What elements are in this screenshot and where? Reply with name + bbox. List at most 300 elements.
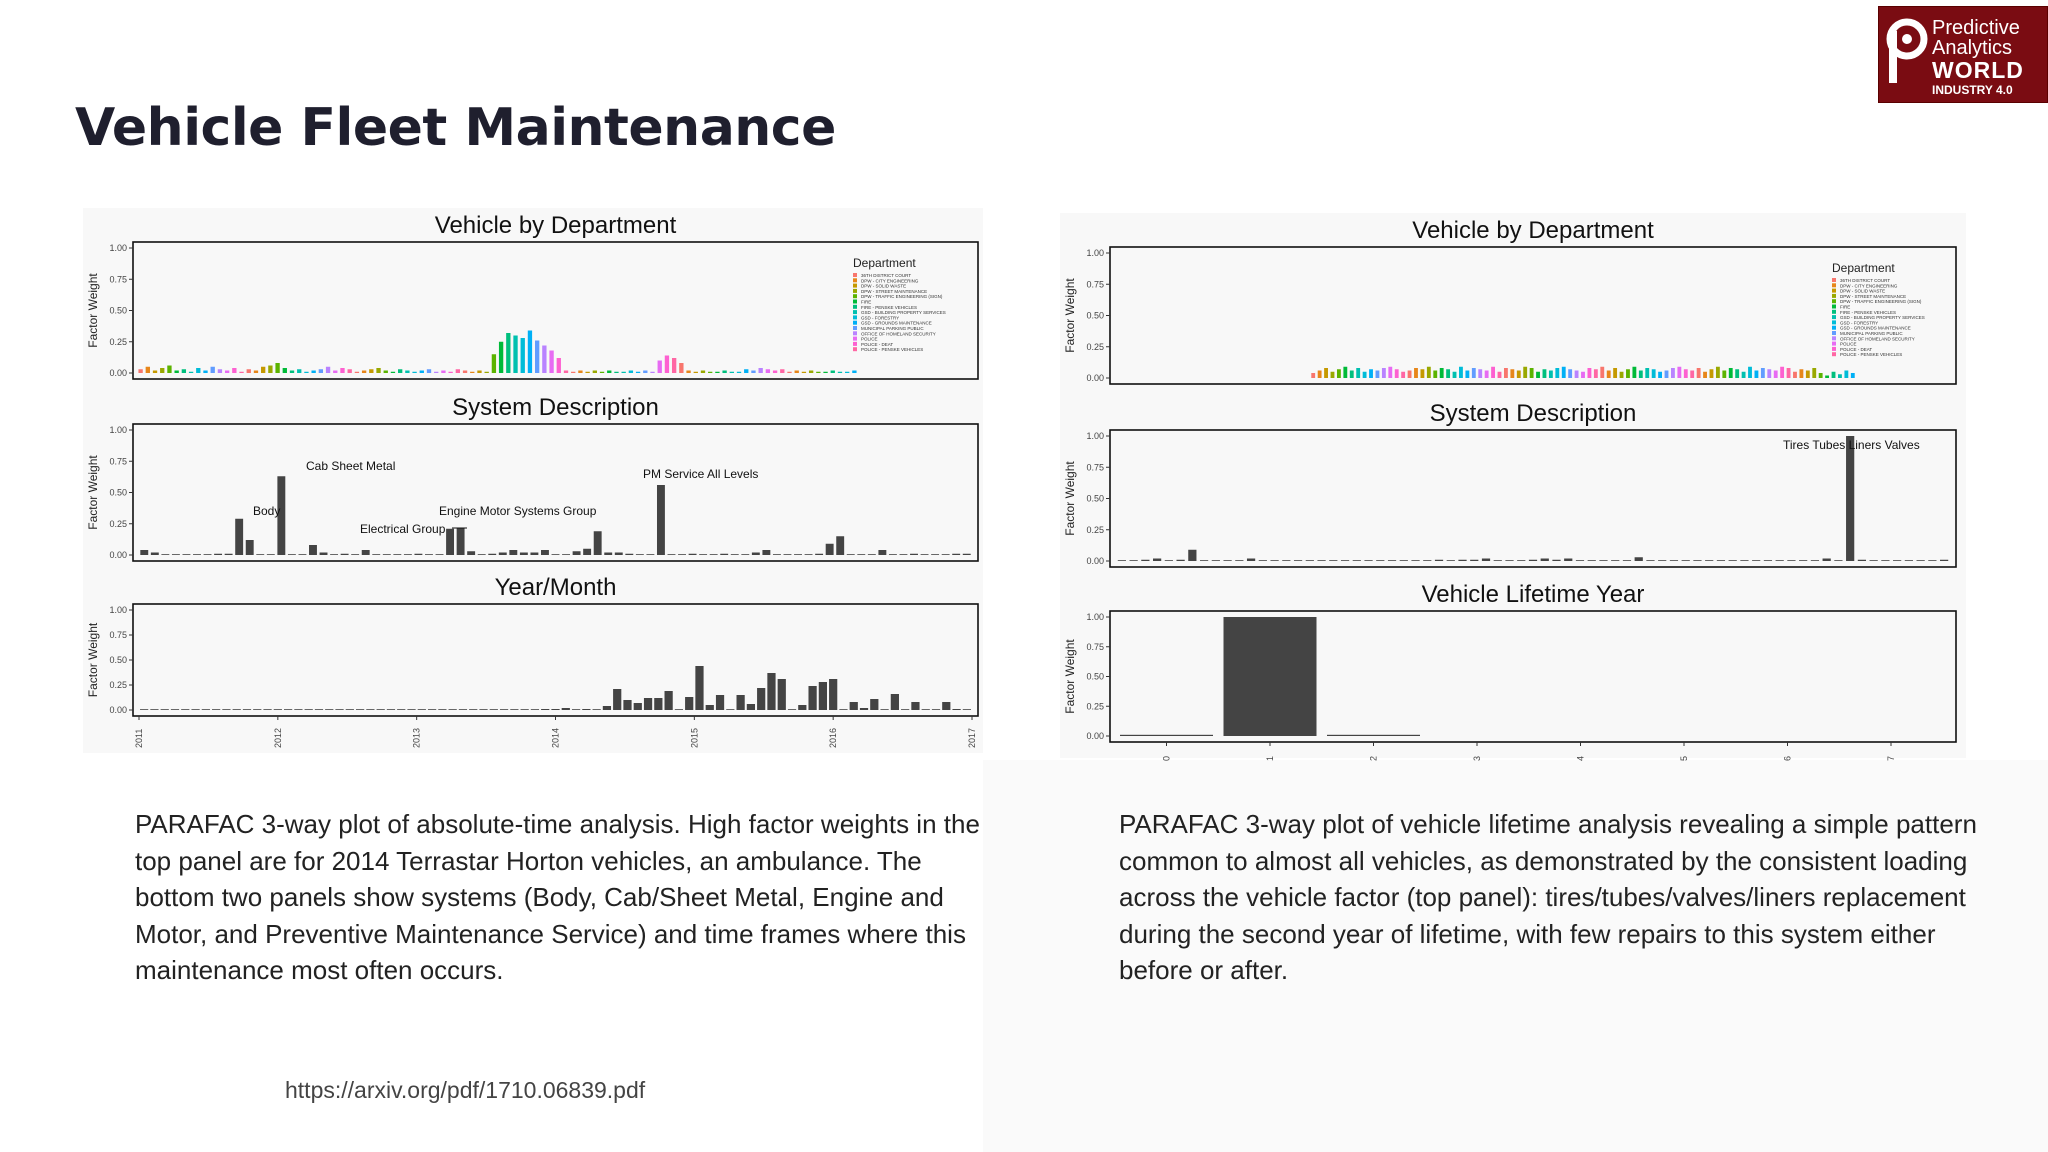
left-chart-figure <box>83 208 983 753</box>
bar <box>428 709 436 710</box>
legend-swatch <box>1832 289 1836 293</box>
bar <box>845 372 849 373</box>
bar <box>752 553 760 556</box>
bar <box>499 553 507 556</box>
bar <box>1472 368 1476 378</box>
bar <box>720 554 728 555</box>
legend-entry: DPW - CITY ENGINEERING <box>861 278 919 284</box>
brand-logo <box>1878 6 2048 103</box>
bar <box>340 368 344 373</box>
bar <box>1465 371 1469 379</box>
bar <box>1905 560 1913 561</box>
bar <box>441 371 445 374</box>
bar <box>189 372 193 373</box>
bar <box>1881 560 1889 561</box>
bar <box>1729 560 1737 561</box>
bar <box>552 554 560 555</box>
bar <box>1247 559 1255 562</box>
bar <box>294 709 302 710</box>
bar <box>330 554 338 555</box>
bar <box>665 691 673 710</box>
bar <box>499 342 503 373</box>
legend-swatch <box>1832 342 1836 346</box>
bar <box>1710 369 1714 378</box>
bar <box>509 550 517 555</box>
bar <box>438 709 446 710</box>
bar <box>1536 372 1540 378</box>
bar <box>1401 372 1405 378</box>
legend-entry: DPW - STREET MAINTENANCE <box>861 288 928 294</box>
bar <box>829 679 837 710</box>
bar <box>1376 560 1384 561</box>
bar <box>391 372 395 373</box>
bar <box>831 371 835 374</box>
bar <box>247 369 251 373</box>
bar <box>263 709 271 710</box>
panel-title: System Description <box>1429 400 1637 427</box>
bar <box>355 372 359 373</box>
bar <box>274 709 282 710</box>
bar <box>528 331 532 374</box>
x-tick-label: 2014 <box>550 727 561 748</box>
bar <box>319 369 323 373</box>
bar <box>942 702 950 710</box>
bar <box>1690 371 1694 379</box>
bar <box>404 554 412 555</box>
bar <box>1658 560 1666 561</box>
right-chart-svg <box>1060 213 1966 762</box>
y-tick-label: 0.75 <box>109 274 127 285</box>
bar <box>921 554 929 555</box>
bar <box>456 369 460 373</box>
bar <box>362 550 370 555</box>
bar <box>253 709 261 710</box>
y-tick-label: 0.75 <box>1086 641 1104 652</box>
bar <box>1594 369 1598 378</box>
bar <box>836 536 844 555</box>
bar <box>1549 371 1553 379</box>
bar <box>393 554 401 555</box>
bar <box>952 709 960 710</box>
bar <box>1626 369 1630 378</box>
bar <box>759 368 763 373</box>
y-tick-label: 1.00 <box>109 605 127 615</box>
legend-swatch <box>853 331 857 335</box>
legend-swatch <box>853 315 857 319</box>
bar <box>911 702 919 710</box>
legend-entry: OFFICE OF HOMELAND SECURITY <box>861 331 936 337</box>
bar <box>573 551 581 555</box>
bar <box>751 371 755 374</box>
bar <box>510 709 518 710</box>
bar <box>150 709 158 710</box>
legend-swatch <box>853 347 857 351</box>
bar <box>1799 560 1807 561</box>
bar <box>211 367 215 373</box>
bar <box>910 554 918 555</box>
bar <box>1755 371 1759 379</box>
bar <box>1767 369 1771 378</box>
y-tick-label: 0.25 <box>1086 701 1104 712</box>
bar <box>1382 368 1386 378</box>
bar <box>348 369 352 373</box>
y-tick-label: 0.25 <box>1086 524 1104 535</box>
bar <box>1369 369 1373 378</box>
legend-swatch <box>1832 331 1836 335</box>
bar <box>689 554 697 555</box>
legend-entry: 36TH DISTRICT COURT <box>1840 278 1891 283</box>
bar <box>222 709 230 710</box>
bar <box>446 529 454 555</box>
legend-entry: MUNICIPAL PARKING PUBLIC <box>1840 331 1903 336</box>
legend-entry: 36TH DISTRICT COURT <box>861 273 912 278</box>
bar <box>1832 372 1836 378</box>
bar <box>542 346 546 374</box>
bar <box>1677 367 1681 378</box>
legend-entry: GSD - FORESTRY <box>1840 320 1879 326</box>
bar <box>1118 560 1126 561</box>
bar <box>657 485 665 555</box>
y-tick-label: 0.25 <box>109 336 127 347</box>
bar <box>1834 560 1842 561</box>
bar <box>1200 560 1208 561</box>
bar <box>607 371 611 374</box>
bar <box>931 554 939 555</box>
bar <box>1575 371 1579 379</box>
bar <box>636 554 644 555</box>
bar <box>1780 367 1784 378</box>
bar <box>551 709 559 710</box>
bar <box>235 519 243 555</box>
bar <box>1703 372 1707 378</box>
panel-title: Vehicle by Department <box>434 212 677 239</box>
panel-title: Vehicle Lifetime Year <box>1421 581 1645 608</box>
bar <box>1564 559 1572 562</box>
x-tick-label: 7 <box>1886 756 1896 762</box>
legend-entry: GSD - GROUNDS MAINTENANCE <box>1840 325 1911 331</box>
legend-entry: GSD - FORESTRY <box>861 315 900 321</box>
bar <box>1752 560 1760 561</box>
logo-p-icon <box>1883 17 1929 87</box>
bar <box>701 371 705 374</box>
bar <box>1350 371 1354 379</box>
bar <box>1838 374 1842 378</box>
y-axis-label: Factor Weight <box>86 455 100 530</box>
y-tick-label: 0.75 <box>1086 462 1104 473</box>
legend-entry: POLICE - DEAT <box>1840 346 1873 352</box>
bar <box>212 709 220 710</box>
y-tick-label: 1.00 <box>109 243 127 253</box>
legend-swatch <box>853 284 857 288</box>
bar <box>603 706 611 710</box>
bar <box>1224 617 1317 736</box>
bar <box>1223 560 1231 561</box>
bar <box>311 371 315 374</box>
bar <box>541 709 549 710</box>
bar <box>815 554 823 555</box>
bar <box>963 709 971 710</box>
bar <box>261 367 265 373</box>
bar <box>1562 367 1566 378</box>
bar <box>593 709 601 710</box>
bar <box>1433 371 1437 379</box>
legend-swatch <box>1832 299 1836 303</box>
y-axis-label: Factor Weight <box>86 622 100 698</box>
bar <box>809 371 813 374</box>
bar <box>715 372 719 373</box>
bar <box>463 371 467 374</box>
bar <box>695 666 703 710</box>
bar <box>730 372 734 373</box>
bar <box>1646 560 1654 561</box>
bar <box>1581 372 1585 378</box>
x-tick-label: 2017 <box>967 727 977 748</box>
bar <box>325 709 333 710</box>
x-tick-label: 2015 <box>689 727 700 748</box>
bar <box>593 371 597 374</box>
bar <box>1787 368 1791 378</box>
bar <box>889 554 897 555</box>
bar <box>686 371 690 374</box>
bar <box>500 709 508 710</box>
bar <box>520 553 528 556</box>
bar <box>1811 560 1819 561</box>
bar <box>167 366 171 374</box>
bar <box>459 709 467 710</box>
legend-entry: DPW - SOLID WASTE <box>861 283 907 289</box>
bar <box>838 372 842 373</box>
bar <box>1259 560 1267 561</box>
y-axis-label: Factor Weight <box>1063 461 1077 536</box>
y-tick-label: 1.00 <box>1086 431 1104 441</box>
y-tick-label: 0.00 <box>1086 731 1104 741</box>
bar <box>622 372 626 373</box>
bar <box>1482 559 1490 562</box>
bar <box>298 554 306 555</box>
bar <box>1693 560 1701 561</box>
bar <box>1623 560 1631 561</box>
bar-annotation: Engine Motor Systems Group <box>439 504 597 518</box>
bar <box>420 371 424 374</box>
bar <box>531 709 539 710</box>
bar <box>578 371 582 374</box>
bar <box>202 709 210 710</box>
bar <box>1819 373 1823 378</box>
bar <box>1748 367 1752 378</box>
y-tick-label: 0.75 <box>109 456 127 467</box>
y-tick-label: 0.50 <box>1086 493 1104 504</box>
legend-entry: DPW - SOLID WASTE <box>1840 288 1886 294</box>
bar <box>625 554 633 555</box>
bar <box>530 553 538 556</box>
bar <box>1306 560 1314 561</box>
bar <box>425 554 433 555</box>
bar <box>1684 369 1688 378</box>
bar <box>1165 560 1173 561</box>
bar <box>634 703 642 710</box>
bar <box>1331 372 1335 378</box>
bar <box>1341 560 1349 561</box>
left-chart-svg <box>83 208 983 753</box>
bar <box>773 554 781 555</box>
x-tick-label: 1 <box>1265 756 1275 762</box>
bar <box>171 709 179 710</box>
bar <box>1928 560 1936 561</box>
bar <box>275 363 279 373</box>
bar <box>614 372 618 373</box>
bar <box>795 371 799 374</box>
legend-entry: GSD - BUILDING PROPERTY SERVICES <box>861 310 946 316</box>
bar <box>1447 560 1455 561</box>
bar <box>1671 368 1675 378</box>
y-tick-label: 0.50 <box>109 305 127 316</box>
bar <box>204 554 212 555</box>
bar <box>1388 560 1396 561</box>
bar <box>470 372 474 373</box>
legend-title: Department <box>1832 261 1895 275</box>
bar <box>1356 368 1360 378</box>
logo-line-2: Analytics <box>1932 37 2013 59</box>
legend-swatch <box>853 342 857 346</box>
bar <box>405 371 409 374</box>
bar <box>802 372 806 373</box>
bar <box>805 554 813 555</box>
bar <box>1517 560 1525 561</box>
bar <box>1329 560 1337 561</box>
y-tick-label: 0.25 <box>109 680 127 690</box>
bar <box>369 369 373 373</box>
y-tick-label: 0.00 <box>1086 373 1104 383</box>
legend-entry: FIRE - PENSKE VEHICLES <box>861 304 918 310</box>
bar <box>1523 367 1527 378</box>
bar <box>1851 373 1855 378</box>
bar <box>1459 367 1463 378</box>
bar <box>457 528 465 556</box>
bar <box>562 554 570 555</box>
bar <box>900 554 908 555</box>
panel-frame <box>133 242 978 379</box>
legend-swatch <box>1832 305 1836 309</box>
bar <box>1774 371 1778 379</box>
bar <box>1395 369 1399 378</box>
bar-annotation: Tires Tubes Liners Valves <box>1783 438 1920 452</box>
bar <box>699 554 707 555</box>
bar <box>665 356 669 374</box>
bar <box>384 371 388 374</box>
y-tick-label: 0.50 <box>109 655 127 665</box>
bar <box>1176 560 1184 561</box>
bar <box>932 709 940 710</box>
bar <box>1130 560 1138 561</box>
x-tick-label: 6 <box>1782 756 1793 762</box>
bar <box>1635 557 1643 561</box>
legend-swatch <box>853 326 857 330</box>
bar <box>823 372 827 373</box>
bar <box>672 358 676 373</box>
bar <box>1411 560 1419 561</box>
bar <box>1353 560 1361 561</box>
legend-entry: POLICE <box>1840 341 1857 347</box>
bar <box>847 554 855 555</box>
bar <box>412 372 416 373</box>
legend-entry: FIRE - PENSKE VEHICLES <box>1840 309 1897 315</box>
bar <box>1235 560 1243 561</box>
bar <box>658 361 662 374</box>
y-tick-label: 0.00 <box>109 550 127 560</box>
bar <box>1576 560 1584 561</box>
y-tick-label: 0.75 <box>109 630 127 640</box>
legend-entry: GSD - BUILDING PROPERTY SERVICES <box>1840 315 1925 321</box>
y-tick-label: 0.75 <box>1086 279 1104 290</box>
bar <box>414 554 422 555</box>
bar-annotation: Electrical Group <box>360 522 446 536</box>
bar <box>839 709 847 710</box>
bar <box>326 367 330 373</box>
legend-swatch <box>853 321 857 325</box>
y-tick-label: 0.50 <box>1086 310 1104 321</box>
bar <box>140 550 148 555</box>
bar <box>449 709 457 710</box>
y-tick-label: 0.25 <box>109 518 127 529</box>
right-chart-figure <box>1060 213 1966 762</box>
bar <box>1846 436 1854 561</box>
bar <box>1729 368 1733 378</box>
bar <box>787 372 791 373</box>
bar <box>868 554 876 555</box>
bar <box>398 369 402 373</box>
bar <box>387 709 395 710</box>
y-axis-label: Factor Weight <box>86 273 100 348</box>
bar <box>1510 369 1514 378</box>
bar <box>485 372 489 373</box>
bar <box>346 709 354 710</box>
bar <box>1188 550 1196 561</box>
bar <box>521 709 529 710</box>
source-link[interactable]: https://arxiv.org/pdf/1710.06839.pdf <box>285 1077 646 1103</box>
bar <box>225 371 229 374</box>
bar <box>315 709 323 710</box>
bar <box>1504 368 1508 378</box>
legend-swatch <box>853 310 857 314</box>
bar <box>203 371 207 374</box>
legend-swatch <box>1832 352 1836 356</box>
bar <box>562 708 570 710</box>
bar <box>290 371 294 374</box>
bar <box>153 371 157 374</box>
bar <box>654 698 662 710</box>
bar <box>644 698 652 710</box>
x-tick-label: 4 <box>1575 756 1586 762</box>
bar <box>1376 371 1380 379</box>
legend-entry: DPW - TRAFFIC ENGINEERING (SIGN) <box>1840 299 1922 305</box>
bar <box>615 553 623 556</box>
legend-title: Department <box>853 256 916 270</box>
legend-swatch <box>853 289 857 293</box>
x-tick-label: 2012 <box>272 727 283 748</box>
bar <box>1632 367 1636 378</box>
bar <box>1607 371 1611 379</box>
bar <box>1435 560 1443 561</box>
bar <box>181 709 189 710</box>
bar <box>160 368 164 373</box>
bar <box>710 554 718 555</box>
bar <box>1212 560 1220 561</box>
bar <box>572 709 580 710</box>
bar <box>880 709 888 710</box>
bar <box>675 709 683 710</box>
bar <box>1587 368 1591 378</box>
bar <box>1740 560 1748 561</box>
